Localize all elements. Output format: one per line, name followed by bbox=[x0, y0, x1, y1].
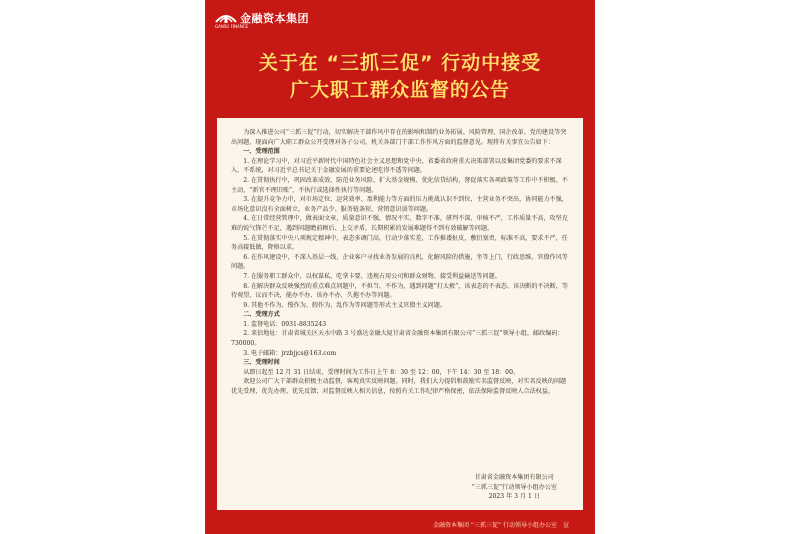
signature-block bbox=[472, 473, 557, 502]
announcement-title bbox=[205, 50, 595, 104]
scope-item: 8. 在解决群众反映强烈的重点难点问题中，不担当、不作为，遇到问题“打太极”，该表态的不表态、该决断的不决断，等待观望、议而不决，能办不办、该办不办、久拖不办等问题。 bbox=[231, 282, 568, 300]
company-logo bbox=[215, 8, 309, 28]
title-line-2: 广大职工群众监督的公告 bbox=[289, 79, 510, 101]
signature-org: 甘肃省金融资本集团有限公司 bbox=[474, 474, 554, 481]
scope-item: 4. 在日常经营管理中，做表面文章，质量意识不强，情况不实、数字不准，研判不深、审核不严，工作质量不高，攻坚克难的锐气锋芒不足，遇到问题瞻前顾后、上交矛盾，长期积累的发展难题得不到有效破解等问题。 bbox=[231, 215, 568, 232]
logo-emblem-icon bbox=[215, 10, 249, 29]
logo-subtext: GANSU FINANCE bbox=[215, 24, 249, 29]
signature-date: 2023 年 3 月 1 日 bbox=[488, 493, 540, 501]
announcement-body bbox=[217, 118, 583, 510]
intro-paragraph: 为深入推进公司“三抓三促”行动，切实解决干部作风中存在的影响和制约业务拓展、风险管理、国企改革、党的建设等突出问题，现面向广大职工群众公开受理对各子公司、机关各部门干部工作作风方面的监督意见。现将有关事宜公告如下： bbox=[231, 129, 567, 146]
scope-item: 1. 在理论学习中，对习近平新时代中国特色社会主义思想和党中央、省委省政府重大决策部署以及集团党委的要求不深入、不系统，对习近平总书记关于金融发展的重要论述吃得不透等问题。 bbox=[231, 157, 562, 175]
address-line: 2. 来信地址：甘肃省城关区天水中路 3 号盛达金融大厦甘肃省金融资本集团有限公司“三抓三促”领导小组，邮政编码：730000。 bbox=[231, 330, 564, 348]
scope-item: 3. 在提升竞争力中，对市场定位、运营效率、盈利能力等方面的压力挑战认识不到位，主营业务不突出，协同能力不强，市场化意识没有全面树立，业务产品少、服务链条短、营销意识弱等问题。 bbox=[231, 196, 568, 213]
footer-credit: 金融资本集团 “三抓三促” 行动领导小组办公室 宣 bbox=[432, 522, 569, 529]
scope-item: 6. 在作风建设中，不深入基层一线，企业客户寻找业务发展的良机，化解风险的措施，坐等上门，行政思维，官僚作风等问题。 bbox=[231, 253, 568, 271]
email-line: 3. 电子邮箱：jrzbjjcs@163.com bbox=[243, 349, 337, 357]
time-line: 从即日起至 12 月 31 日结束，受理时间为工作日上午 8：30 至 12：00，下午 14：30 至 18：00。 bbox=[243, 368, 520, 376]
section-heading-scope: 一、受理范围 bbox=[243, 148, 280, 156]
scope-item: 2. 在贯彻执行中，巩固改革成效、防范业务风险、扩大基金规模、优化信贷结构，督促落实各项政策等工作中不积极、不主动，“新官不理旧账”，不执行或选择性执行等问题。 bbox=[231, 176, 568, 194]
closing-paragraph: 欢迎公司广大干部群众积极主动监督，客观真实反映问题。同时，我们大力提倡和鼓励实名监督反映，对实名反映的问题优先受理、优先办理、优先反馈；对监督反映人相关信息，按照有关工作纪律严格保密，依法保障监督反映人合法权益。 bbox=[231, 378, 567, 396]
section-heading-time: 三、受理时间 bbox=[243, 359, 280, 367]
announcement-poster bbox=[205, 0, 595, 534]
scope-item: 7. 在服务职工群众中，以权谋私、吃拿卡要、违规占用公司和群众财物、接受利益输送等问题。 bbox=[243, 272, 501, 280]
section-heading-methods: 二、受理方式 bbox=[243, 311, 280, 319]
signature-group: “三抓三促”行动领导小组办公室 bbox=[471, 483, 557, 491]
scope-item: 9. 其他不作为、慢作为、假作为、乱作为等问题等形式主义官僚主义问题。 bbox=[243, 301, 446, 309]
phone-line: 1. 监督电话：0931-8835243 bbox=[243, 320, 327, 328]
logo-name: 金融资本集团 bbox=[240, 12, 309, 25]
scope-item: 5. 在贯彻落实中央八项规定精神中，表态多调门高、行动少落实差，工作推诿扯皮，敷衍塞责，标准不高，要求不严，任务高接低做，降格以求。 bbox=[231, 234, 568, 252]
title-line-1: 关于在 “三抓三促” 行动中接受 bbox=[258, 52, 542, 74]
